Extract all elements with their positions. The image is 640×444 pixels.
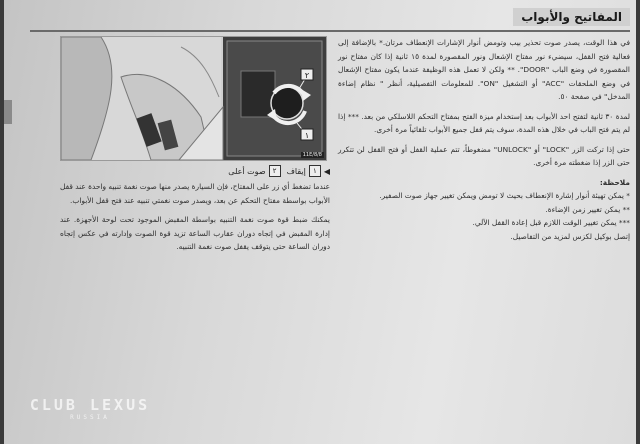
legend-label: صوت أعلى [228,166,266,176]
figure-legend [60,165,330,177]
manual-page [4,0,636,444]
note-heading: ملاحظة: [599,177,630,187]
section-tab-marker [4,100,12,124]
right-text-column [338,36,630,243]
legend-label: إيقاف [286,166,306,176]
left-text-column [60,180,330,260]
watermark-sub: RUSSIA [70,414,110,421]
legend-number: ١ [309,165,321,177]
callout-1: ١ [304,131,310,140]
pointer-arrow-icon: ◀ [323,166,330,176]
page-header [30,4,630,30]
paragraph: في هذا الوقت، يصدر صوت تحذير بيب وتومض أنوار الإشارات الإنعطاف مرتان.* بالإضافة إلى فعالية فتح القفل، سيضيء نور مفتاح الإشعال ونور المقصورة لمدة ١٥ ثانية إذا كان مفتاح نور المقصورة في وضع الباب "DOOR". ** ولكن لا تعمل هذه الوظيفة عندما يكون مفتاح الإشعال في وضع الملحقات "ACC" أو التشغيل "ON". للمعلومات التفصيلية، أنظر " نظام إضاءة المدخل" في صفحة ٥٠. [338,38,630,101]
paragraph: عندما تضغط أي زر على المفتاح، فإن السيارة يصدر منها صوت نغمة تنبيه واحدة عند قفل الأبواب بواسطة مفتاح التحكم عن بعد، ويصدر صوت نغمتي تنبيه عند فتح قفل الأبواب. [60,182,330,205]
figure-illustration [61,37,326,160]
callout-2: ٢ [304,71,310,80]
figure-code: 11E/8/8 [302,152,322,158]
dashboard-knob-figure [60,36,327,161]
paragraph: لمدة ٣٠ ثانية لتفتح احد الأبواب بعد إستخدام ميزة الفتح بمفتاح التحكم اللاسلكي من بعد. *** إذا لم يتم فتح الباب في خلال هذه المدة، سوف يتم قفل جميع الأبواب تلقائياً مرة أخرى. [338,111,630,134]
paragraph: حتى إذا تركت الزر "LOCK" أو "UNLOCK" مضغوطاً، تتم عملية القفل أو فتح القفل لن تتكرر حتى الزر إذا ضغطته مرة أخرى. [338,144,630,167]
paragraph: يمكنك ضبط قوة صوت نغمة التنبيه بواسطة المقبض الموجود تحت لوحة الأجهزة. عند إدارة المقبض في إتجاه دوران عقارب الساعة تزيد قوة الصوت وإدارته في عكس إتجاه دوران الساعة حتى يتوقف يقفل صوت نغمة التنبيه. [60,215,330,251]
legend-number: ٢ [269,165,281,177]
note-item: *** يمكن تغيير الوقت اللازم قبل إعادة القفل الآلي. [472,218,630,227]
section-title: المفاتيح والأبواب [513,8,630,26]
legend-item-1 [287,165,330,177]
club-lexus-watermark [20,396,160,421]
legend-item-2 [228,165,280,177]
note-item: * يمكن تهيئة أنوار إشارة الإنعطاف بحيث لا تومض ويمكن تغيير جهاز صوت الصفير. [379,191,630,200]
watermark-main: CLUB LEXUS [29,396,151,414]
header-rule [30,30,630,32]
note-item: إتصل بوكيل لكزس لمزيد من التفاصيل. [510,231,630,241]
note-item: ** يمكن تغيير زمن الإضاءة. [545,204,630,214]
